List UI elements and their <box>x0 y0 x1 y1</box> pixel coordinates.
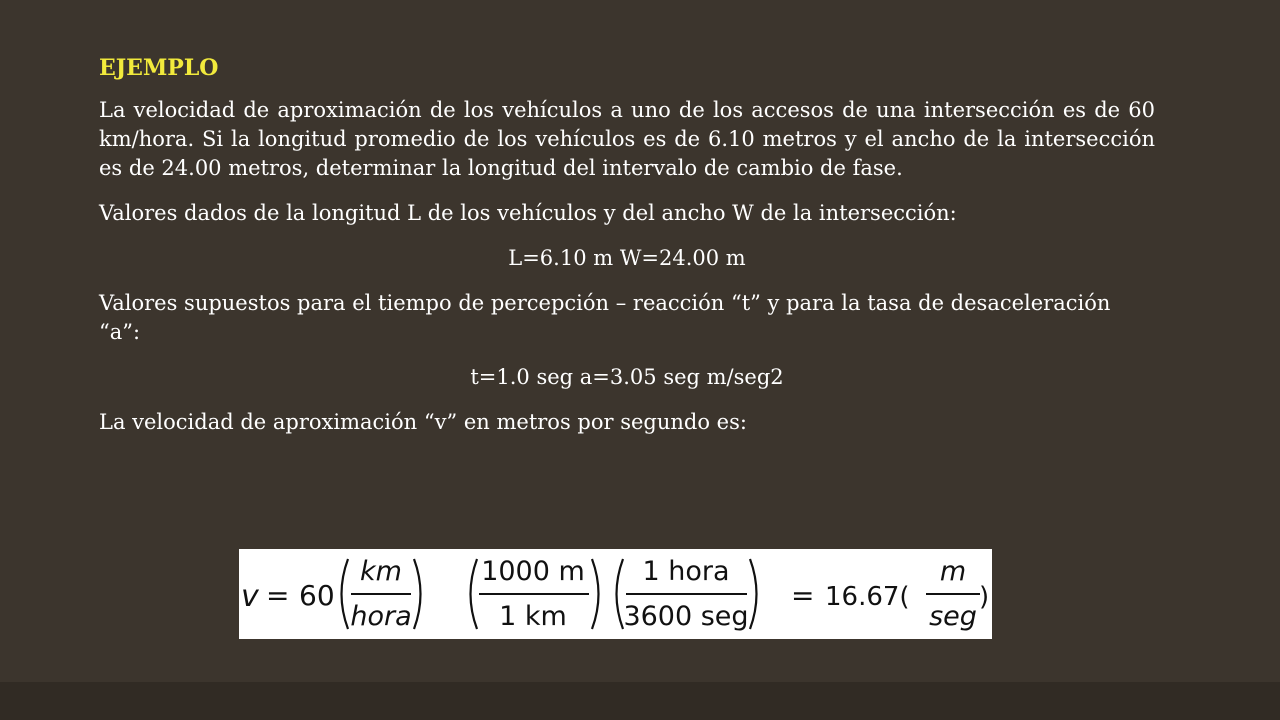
assumed-values-intro: Valores supuestos para el tiempo de percepción – reacción “t” y para la tasa de desaceleración “a”: <box>99 291 1111 344</box>
assumed-values: t=1.0 seg a=3.05 seg m/seg2 <box>470 365 784 389</box>
paren-right-2 <box>592 559 599 629</box>
frac3-numerator: 1 hora <box>642 556 730 587</box>
given-values-intro: Valores dados de la longitud L de los vehículos y del ancho W de la intersección: <box>99 201 957 225</box>
frac1-numerator: km <box>360 556 402 587</box>
paren-left-3 <box>617 559 624 629</box>
slide-content <box>99 52 1155 453</box>
velocity-formula <box>239 549 992 639</box>
slide-heading: EJEMPLO <box>99 55 219 81</box>
formula-close: ) <box>979 582 990 612</box>
frac2-numerator: 1000 m <box>481 556 585 587</box>
frac1-denominator: hora <box>350 601 412 632</box>
paren-left-1 <box>342 559 349 629</box>
unit-numerator: m <box>939 556 967 587</box>
paren-right-1 <box>414 559 421 629</box>
footer-band <box>0 682 1280 720</box>
formula-equals: = <box>266 579 290 612</box>
given-values: L=6.10 m W=24.00 m <box>508 246 746 270</box>
formula-equals-2: = <box>791 579 815 612</box>
paren-left-2 <box>471 559 478 629</box>
formula-factor: 60 <box>299 579 335 612</box>
velocity-intro: La velocidad de aproximación “v” en metros por segundo es: <box>99 410 747 434</box>
formula-result: 16.67( <box>825 582 910 612</box>
unit-denominator: seg <box>929 601 977 632</box>
frac3-denominator: 3600 seg <box>623 601 749 632</box>
formula-lhs: v <box>241 579 259 614</box>
problem-statement: La velocidad de aproximación de los vehículos a uno de los accesos de una intersección es de 60 km/hora. Si la longitud promedio de los vehículos es de 6.10 metros y el ancho de la intersección es de 24.00 metros, determinar la longitud del intervalo de cambio de fase. <box>99 98 1155 180</box>
frac2-denominator: 1 km <box>499 601 567 632</box>
velocity-formula-image <box>239 549 992 639</box>
paren-right-3 <box>750 559 757 629</box>
